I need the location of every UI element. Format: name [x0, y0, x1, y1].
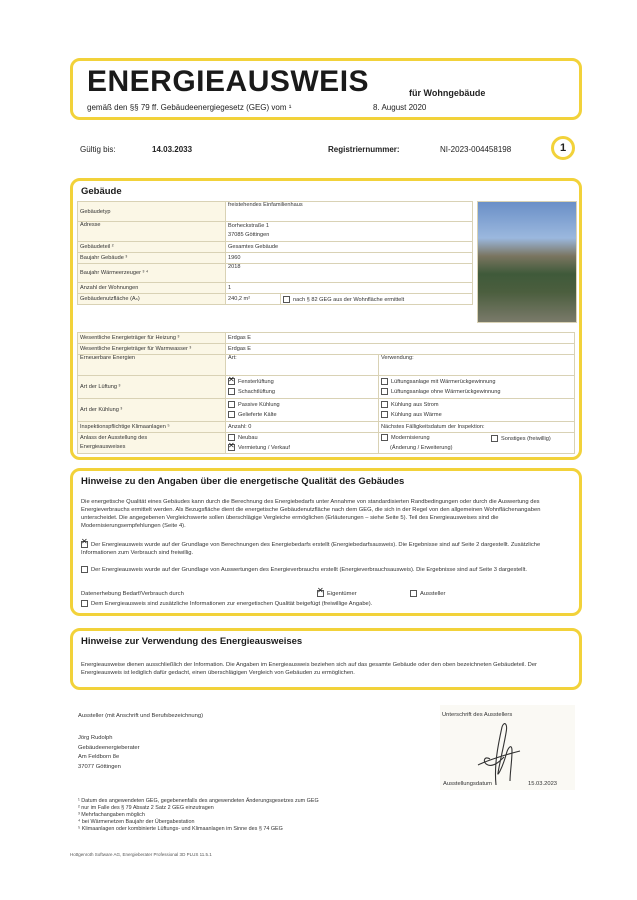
building-photo — [477, 201, 577, 323]
checkbox-window-ventilation[interactable] — [228, 378, 235, 385]
footnote-3: ³ Mehrfachangaben möglich — [78, 812, 145, 818]
checkbox-owner[interactable] — [317, 590, 324, 597]
building-table-lower — [77, 332, 575, 454]
usage-notes-text: Energieausweise dienen ausschließlich der Information. Die Angaben im Energieausweis beziehen sich auf das gesamte Gebäude oder den oben bezeichneten Gebäudeteil. Der Energieausweis ist lediglich dafür gedacht, einen überschlägigen Vergleich von Gebäuden zu ermöglichen. — [81, 662, 537, 676]
label-year-heater: Baujahr Wärmeerzeuger ³ ⁴ — [78, 264, 226, 283]
area-note: nach § 82 GEG aus der Wohnfläche ermittelt — [293, 296, 405, 303]
checkbox-vent-with-recovery[interactable] — [381, 378, 388, 385]
value-ac-next: Nächstes Fälligkeitsdatum der Inspektion: — [379, 422, 575, 433]
registration-number: NI-2023-004458198 — [440, 145, 512, 154]
value-renewables-type: Art: — [226, 355, 379, 376]
label-ac: Inspektionspflichtige Klimaanlagen ⁵ — [78, 422, 226, 433]
opt-new-build: Neubau — [238, 435, 258, 441]
footnotes — [78, 798, 319, 833]
label-ventilation: Art der Lüftung ³ — [78, 376, 226, 399]
label-year-building: Baujahr Gebäude ³ — [78, 253, 226, 264]
data-by-issuer: Aussteller — [420, 591, 446, 598]
checkbox-modernisation[interactable] — [381, 434, 388, 441]
label-reason-2: Energieausweises — [80, 444, 126, 450]
issue-date: 15.03.2023 — [528, 781, 558, 787]
opt-window-ventilation: Fensterlüftung — [238, 379, 274, 385]
label-address: Adresse — [78, 222, 226, 242]
footnote-5: ⁵ Klimaanlagen oder kombinierte Lüftungs- und Klimaanlagen im Sinne des § 74 GEG — [78, 826, 283, 832]
quality-notes-p2: Der Energieausweis wurde auf der Grundlage von Berechnungen des Energiebedarfs erstellt (Energiebedarfsausweis). Die Ergebnisse sind auf Seite 2 dargestellt. Zusätzliche Informationen zum Verbrauch sind freiwillig. — [81, 542, 541, 557]
issue-date-label: Ausstellungsdatum — [443, 781, 492, 787]
checkbox-rent-sale[interactable] — [228, 444, 235, 451]
data-collection-label: Datenerhebung Bedarf/Verbrauch durch — [81, 591, 184, 597]
opt-modernisation-sub: (Änderung / Erweiterung) — [390, 445, 453, 451]
value-address-street: Borheckstraße 1 — [228, 223, 270, 229]
signature-image — [460, 715, 540, 790]
quality-notes-p1: Die energetische Qualität eines Gebäudes kann durch die Berechnung des Energiebedarfs unter Annahme von standardisierten Randbedingungen oder durch die Auswertung des Energieverbrauchs ermittelt werden. Als Bezugsfläche dient die energetische Gebäudenutzfläche nach dem GEG, die sich in der Regel von den allgemeinen Wohnflächenangaben unterscheidet. Die angegebenen Vergleichswerte sollen überschlägige Vergleiche ermöglichen (Erläuterungen – siehe Seite 5). Teil des Energieausweises sind die Modernisierungsempfehlungen (Seite 4). — [81, 499, 541, 529]
issuer-role: Gebäudeenergieberater — [78, 744, 140, 751]
checkbox-cooling-electric[interactable] — [381, 401, 388, 408]
label-renewables: Erneuerbare Energien — [78, 355, 226, 376]
issuer-name: Jörg Rudolph — [78, 735, 113, 741]
label-building-part: Gebäudeteil ² — [78, 242, 226, 253]
label-cooling: Art der Kühlung ³ — [78, 399, 226, 422]
law-date: 8. August 2020 — [373, 103, 427, 112]
value-building-type: freistehendes Einfamilienhaus — [226, 202, 473, 222]
checkbox-demand-basis[interactable] — [81, 541, 88, 548]
issuer-street: Am Feldborn 8e — [78, 754, 120, 760]
opt-shaft-ventilation: Schachtlüftung — [238, 389, 276, 395]
software-credit: Hottgenroth Software AG, Energieberater Professional 3D PLUS 11.5.1 — [70, 852, 212, 857]
value-units: 1 — [226, 283, 473, 294]
registration-label: Registriernummer: — [328, 145, 400, 154]
label-reason-1: Anlass der Ausstellung des — [80, 435, 148, 441]
quality-notes-title: Hinweise zu den Angaben über die energetische Qualität des Gebäudes — [81, 476, 405, 487]
value-area: 240,2 m² — [226, 294, 281, 305]
usage-notes-title: Hinweise zur Verwendung des Energieausweises — [81, 636, 303, 647]
signature-label: Unterschrift des Ausstellers — [442, 712, 513, 718]
opt-vent-with-recovery: Lüftungsanlage mit Wärmerückgewinnung — [391, 379, 496, 385]
value-address-city: 37085 Göttingen — [228, 232, 270, 238]
value-carrier-heat: Erdgas E — [226, 333, 575, 344]
building-section-title: Gebäude — [81, 186, 122, 197]
label-carrier-water: Wesentliche Energieträger für Warmwasser ³ — [78, 344, 226, 355]
row-building-type — [78, 202, 473, 222]
document-subtitle: für Wohngebäude — [409, 88, 486, 98]
issuer-city: 37077 Göttingen — [78, 763, 121, 770]
checkbox-other[interactable] — [491, 435, 498, 442]
valid-until-label: Gültig bis: — [80, 145, 116, 154]
footnote-4: ⁴ bei Wärmenetzen Baujahr der Übergabestation — [78, 819, 195, 825]
value-carrier-water: Erdgas E — [226, 344, 575, 355]
data-by-owner: Eigentümer — [327, 591, 357, 598]
checkbox-shaft-ventilation[interactable] — [228, 388, 235, 395]
checkbox-consumption-basis[interactable] — [81, 566, 88, 573]
page-number-badge — [551, 136, 575, 160]
law-line: gemäß den §§ 79 ff. Gebäudeenergiegesetz (GEG) vom ¹ — [87, 103, 292, 112]
value-building-part: Gesamtes Gebäude — [226, 242, 473, 253]
label-building-type: Gebäudetyp — [78, 202, 226, 222]
checkbox-passive-cooling[interactable] — [228, 401, 235, 408]
header-box — [70, 58, 582, 120]
quality-notes-section — [70, 468, 582, 616]
checkbox-issuer[interactable] — [410, 590, 417, 597]
checkbox-new-build[interactable] — [228, 434, 235, 441]
label-units: Anzahl der Wohnungen — [78, 283, 226, 294]
issuer-label: Aussteller (mit Anschrift und Berufsbezeichnung) — [78, 713, 204, 719]
signature-box — [440, 705, 575, 790]
value-year-building: 1960 — [226, 253, 473, 264]
label-area: Gebäudenutzfläche (Aₙ) — [78, 294, 226, 305]
opt-cooling-heat: Kühlung aus Wärme — [391, 412, 442, 418]
footnote-2: ² nur im Falle des § 79 Absatz 2 Satz 2 GEG einzutragen — [78, 805, 214, 811]
quality-notes-p4: Dem Energieausweis sind zusätzliche Informationen zur energetischen Qualität beigefügt (freiwillige Angabe). — [91, 601, 373, 608]
value-ac-count: Anzahl: 0 — [226, 422, 379, 433]
value-renewables-use: Verwendung: — [379, 355, 575, 376]
building-table — [77, 201, 473, 305]
opt-other: Sonstiges (freiwillig) — [501, 436, 551, 442]
opt-delivered-cold: Gelieferte Kälte — [238, 412, 277, 418]
checkbox-additional-info[interactable] — [81, 600, 88, 607]
area-checkbox[interactable] — [283, 296, 290, 303]
opt-rent-sale: Vermietung / Verkauf — [238, 445, 290, 451]
opt-vent-without-recovery: Lüftungsanlage ohne Wärmerückgewinnung — [391, 389, 501, 395]
page-number: 1 — [559, 142, 567, 154]
opt-cooling-electric: Kühlung aus Strom — [391, 402, 439, 408]
row-address — [78, 222, 473, 242]
quality-notes-p3: Der Energieausweis wurde auf der Grundlage von Auswertungen des Energieverbrauchs erstellt (Energieverbrauchsausweis). Die Ergebnisse sind auf Seite 3 dargestellt. — [91, 567, 527, 574]
checkbox-delivered-cold[interactable] — [228, 411, 235, 418]
usage-notes-section — [70, 628, 582, 690]
valid-until-date: 14.03.2033 — [152, 145, 193, 154]
opt-modernisation: Modernisierung — [391, 435, 430, 441]
opt-passive-cooling: Passive Kühlung — [238, 402, 280, 408]
label-carrier-heat: Wesentliche Energieträger für Heizung ³ — [78, 333, 226, 344]
footnote-1: ¹ Datum des angewendeten GEG, gegebenenfalls des angewendeten Änderungsgesetzes zum GEG — [78, 798, 319, 804]
checkbox-cooling-heat[interactable] — [381, 411, 388, 418]
value-year-heater: 2018 — [226, 264, 473, 283]
document-title: ENERGIEAUSWEIS — [87, 65, 370, 98]
checkbox-vent-without-recovery[interactable] — [381, 388, 388, 395]
